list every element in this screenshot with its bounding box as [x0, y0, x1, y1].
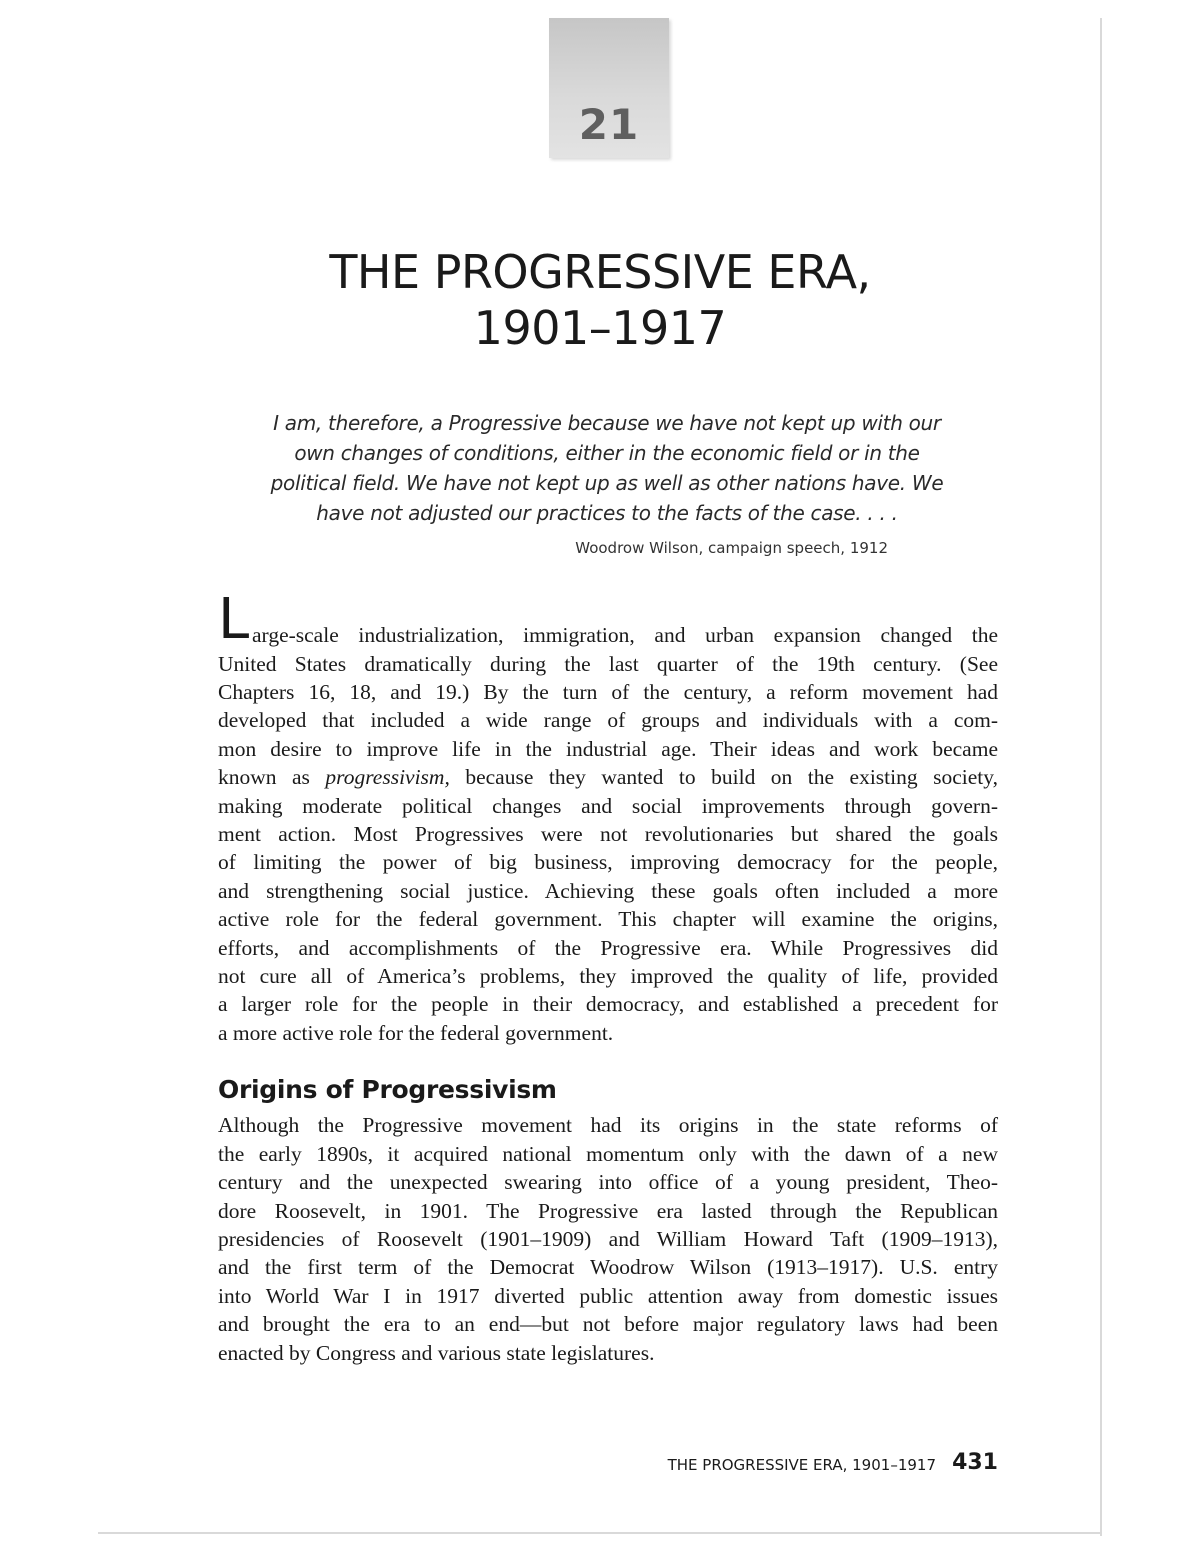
section-line: and the first term of the Democrat Woodrow Wilson (1913–1917). U.S. entry: [218, 1255, 998, 1279]
section-line: into World War I in 1917 diverted public attention away from domestic issues: [218, 1284, 998, 1308]
intro-line: mon desire to improve life in the industrial age. Their ideas and work became: [218, 737, 998, 761]
term-progressivism: progressivism,: [325, 765, 450, 789]
chapter-title-line-1: THE PROGRESSIVE ERA,: [329, 245, 871, 299]
epigraph-line: political field. We have not kept up as well as other nations have. We: [270, 471, 944, 495]
epigraph-line: I am, therefore, a Progressive because we have not kept up with our: [273, 411, 941, 435]
intro-line: Chapters 16, 18, and 19.) By the turn of the century, a reform movement had: [218, 680, 998, 704]
intro-line: efforts, and accomplishments of the Progressive era. While Progressives did: [218, 936, 998, 960]
intro-line: United States dramatically during the last quarter of the 19th century. (See: [218, 652, 998, 676]
intro-line-start: known as: [218, 765, 326, 789]
section-line: enacted by Congress and various state legislatures.: [218, 1341, 655, 1365]
intro-line: and strengthening social justice. Achieving these goals often included a more: [218, 879, 998, 903]
epigraph-line: own changes of conditions, either in the economic field or in the: [294, 441, 920, 465]
running-head: THE PROGRESSIVE ERA, 1901–1917: [667, 1456, 936, 1474]
section-heading: Origins of Progressivism: [218, 1075, 557, 1104]
intro-line: active role for the federal government. This chapter will examine the origins,: [218, 907, 998, 931]
epigraph-attribution: Woodrow Wilson, campaign speech, 1912: [575, 539, 888, 557]
intro-line: of limiting the power of big business, improving democracy for the people,: [218, 850, 998, 874]
section-line: Although the Progressive movement had its origins in the state reforms of: [218, 1113, 998, 1137]
section-line: century and the unexpected swearing into office of a young president, Theo-: [218, 1170, 998, 1194]
section-line: dore Roosevelt, in 1901. The Progressive era lasted through the Republican: [218, 1199, 998, 1223]
intro-line: arge-scale industrialization, immigration, and urban expansion changed the: [252, 623, 998, 647]
intro-line: [218, 762, 998, 792]
drop-cap: L: [218, 587, 250, 652]
page-edge-bottom: [98, 1532, 1102, 1534]
page-edge-right: [1100, 18, 1102, 1536]
chapter-title-line-2: 1901–1917: [473, 301, 727, 355]
epigraph-line: have not adjusted our practices to the facts of the case. . . .: [316, 501, 898, 525]
intro-line-end: because they wanted to build on the existing society,: [449, 765, 998, 789]
intro-line: not cure all of America’s problems, they improved the quality of life, provided: [218, 964, 998, 988]
intro-line: ment action. Most Progressives were not revolutionaries but shared the goals: [218, 822, 998, 846]
intro-line: making moderate political changes and social improvements through govern-: [218, 794, 998, 818]
section-line: and brought the era to an end—but not before major regulatory laws had been: [218, 1312, 998, 1336]
chapter-number: 21: [578, 100, 640, 149]
intro-line: a larger role for the people in their democracy, and established a precedent for: [218, 992, 998, 1016]
section-line: presidencies of Roosevelt (1901–1909) and William Howard Taft (1909–1913),: [218, 1227, 998, 1251]
page-number: 431: [952, 1450, 998, 1475]
intro-line: a more active role for the federal government.: [218, 1021, 614, 1045]
section-line: the early 1890s, it acquired national momentum only with the dawn of a new: [218, 1142, 998, 1166]
chapter-number-tab: [549, 18, 669, 158]
intro-line: developed that included a wide range of groups and individuals with a com-: [218, 708, 998, 732]
